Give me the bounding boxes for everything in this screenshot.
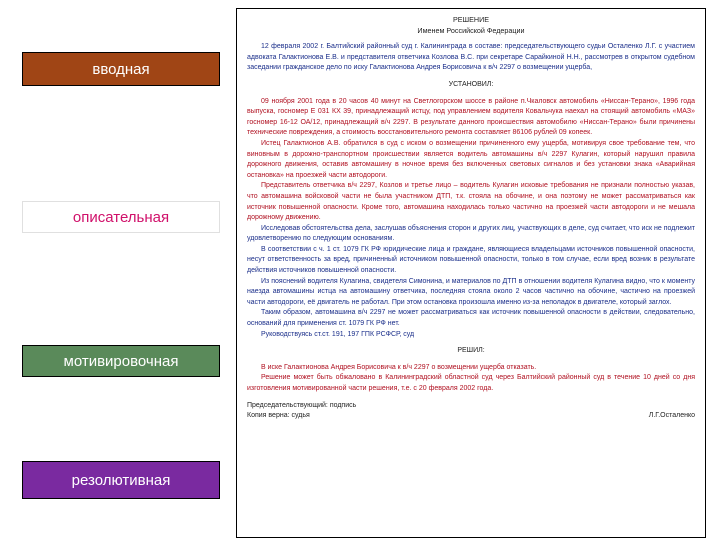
descriptive-paragraph-2: Истец Галактионов А.В. обратился в суд с иском о возмещении причиненного ему ущерба, мотивируя свое требование тем, что виновным в дорожно-транспортном происшествии является водитель автомашины в/ч 2297 Кулагин, который нарушил правила дорожного движения, оставив автомашину в ночное время без включенных световых сигналов и без установки знака «Аварийная остановка» на проезжей части автодороги. [247,139,695,179]
label-motivational: мотивировочная [22,345,220,377]
resolved-heading: РЕШИЛ: [457,347,485,355]
document-title: РЕШЕНИЕ [452,15,490,24]
label-descriptive: описательная [22,201,220,233]
resolution-paragraph-1: В иске Галактионова Андрея Борисовича к в/ч 2297 о возмещении ущерба отказать. [261,363,537,371]
motivational-paragraph-4: Таким образом, автомашина в/ч 2297 не может рассматриваться как источник повышенной опасности в действии, следовательно, оснований для применения ст. 1079 ГК РФ нет. [247,309,695,328]
intro-paragraph: 12 февраля 2002 г. Балтийский районный суд г. Калининграда в составе: председательствующего судьи Осталенко Л.Г. с участием адвоката Галактионова Е.В. и представителя ответчика Козлова В.С. при секретаре Сарайкиной Н.Н., рассмотрев в открытом судебном заседании гражданское дело по иску Галактионова Андрея Борисовича к в/ч 2297 о возмещении ущерба, [247,43,695,72]
judge-name: Л.Г.Осталенко [648,412,695,420]
descriptive-paragraph-3: Представитель ответчика в/ч 2297, Козлов и третье лицо – водитель Кулагин исковые требования не признали полностью указав, что автомашина войсковой части не была участником ДТП, т.к. стояла на обочине, и она поэтому не может рассматриваться как источник повышенной опасности. Кроме того, автомашина находилась только частично на проезжей части автодороги и не мешала дорожному движению. [247,182,695,222]
descriptive-paragraph-1: 09 ноября 2001 года в 20 часов 40 минут на Светлогорском шоссе в районе п.Чкаловск автомобиль «Ниссан-Терано», 1996 года выпуска, госномер Е 031 КХ 39, принадлежащий истцу, под управлением водителя Ковальчука наехал на стоящий автомобиль «МАЗ» госномер 16-12 ОА/12, принадлежащий в/ч 2297. В результате данного происшествия автомобилю «Ниссан-Терано» были причинены технические повреждения, а стоимость восстановительного ремонта составляет 86106 рублей 09 копеек. [247,97,695,137]
court-decision-document [236,8,706,538]
motivational-paragraph-3: Из пояснений водителя Кулагина, свидетеля Симонина, и материалов по ДТП в отношении водителя Кулагина видно, что к моменту наезда автомашины истца на автомашину ответчика, последняя стояла около 2 часов частично на обочине, частично на проезжей части автодороги, её двигатель не работал. При этом остановка произошла именно из-за неполадок в двигателе, который заглох. [247,277,695,306]
resolution-paragraph-2: Решение может быть обжаловано в Калининградский областной суд через Балтийский районный суд в течение 10 дней со дня изготовления мотивированной части решения, т.е. с 20 февраля 2002 года. [247,374,695,392]
document-subtitle: Именем Российской Федерации [417,25,525,35]
motivational-paragraph-2: В соответствии с ч. 1 ст. 1079 ГК РФ юридические лица и граждане, являющиеся владельцами источников повышенной опасности, несут ответственность за вред, причиненный источником повышенной опасности, только в том случае, если вред возник в результате действия источников повышенной опасности. [247,245,695,275]
motivational-paragraph-5: Руководствуясь ст.ст. 191, 197 ГПК РСФСР, суд [261,330,415,338]
motivational-paragraph-1: Исследовав обстоятельства дела, заслушав объяснения сторон и других лиц, участвующих в деле, суд считает, что иск не подлежит удовлетворению по следующим основаниям. [247,224,695,243]
label-resolutive: резолютивная [22,461,220,499]
established-heading: УСТАНОВИЛ: [448,80,494,88]
copy-correct-line: Копия верна: судья [247,412,310,420]
label-introductory: вводная [22,52,220,86]
signature-line: Председательствующий: подпись [247,401,357,409]
